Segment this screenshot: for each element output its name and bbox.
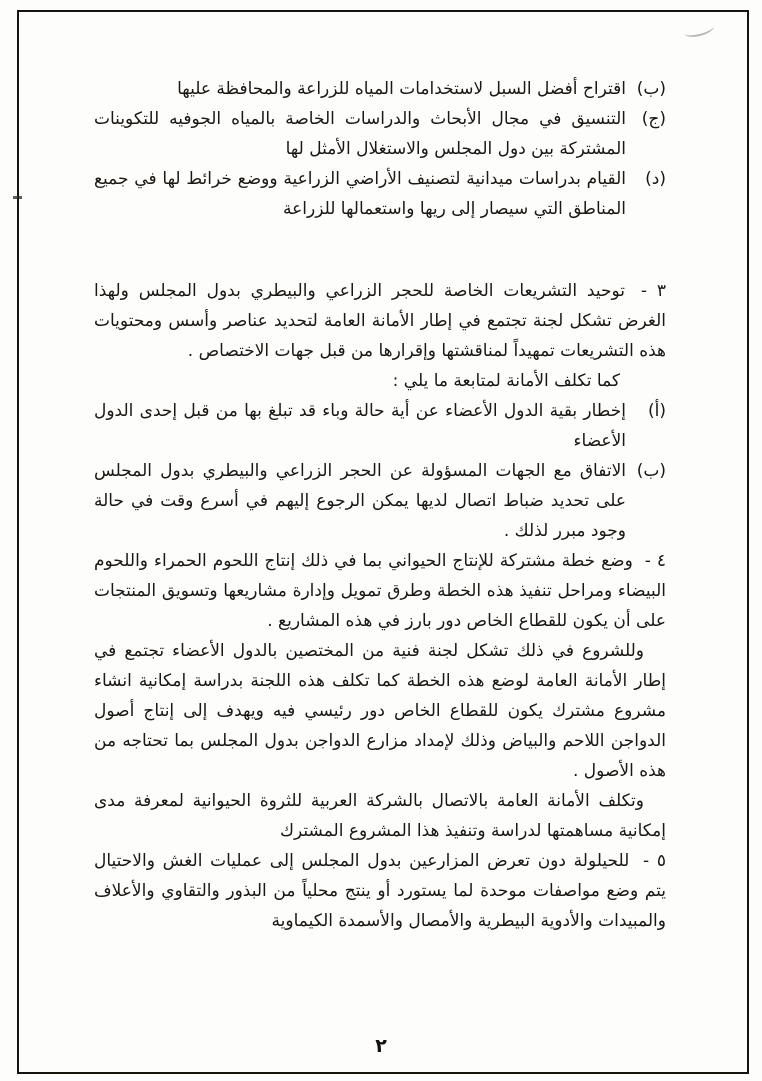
item-text: القيام بدراسات ميدانية لتصنيف الأراضي الزراعية ووضع خرائط لها في جميع المناطق التي سيصار إلى ريها واستعمالها للزراعة [94,169,626,219]
item-text: الاتفاق مع الجهات المسؤولة عن الحجر الزراعي والبيطري بدول المجلس على تحديد ضباط اتصال لديها يمكن الرجوع إليهم في أسرع وقت في حالة وجود مبرر لذلك . [94,461,626,541]
document-body [94,74,666,936]
item-text: للحيلولة دون تعرض المزارعين بدول المجلس إلى عمليات الغش والاحتيال يتم وضع مواصفات موحدة لما يستورد أو ينتج محلياً من البذور والتقاوي والأعلاف والمبيدات والأدوية البيطرية والأمصال والأسمدة الكيماوية [94,851,666,931]
item-number: ٤ - [644,551,666,571]
numbered-item-3 [94,276,666,546]
numbered-item-4 [94,546,666,846]
item-text: وضع خطة مشتركة للإنتاج الحيواني بما في ذلك إنتاج اللحوم الحمراء واللحوم البيضاء ومراحل تنفيذ هذه الخطة وطرق تمويل وإدارة مشاريعها وتسويق المنتجات على أن يكون للقطاع الخاص دور بارز في هذه المشاريع . [94,551,666,631]
item-paragraph [94,546,666,636]
follow-paragraph: وتكلف الأمانة العامة بالاتصال بالشركة العربية للثروة الحيوانية لمعرفة مدى إمكانية مساهمتها لدراسة وتنفيذ هذا المشروع المشترك [94,791,666,841]
sub-item-jeem [94,104,666,164]
item-number: ٣ - [640,281,666,301]
item-number: ٥ - [643,851,666,871]
item-marker: (أ) [648,401,666,421]
item-marker: (ب) [636,79,666,99]
item-paragraph [94,846,666,936]
item-text: التنسيق في مجال الأبحاث والدراسات الخاصة بالمياه الجوفيه للتكوينات المشتركة بين دول المجلس والاستغلال الأمثل لها [94,109,626,159]
scan-artifact-pencil-mark [683,21,715,40]
follow-paragraph: وللشروع في ذلك تشكل لجنة فنية من المختصين بالدول الأعضاء تجتمع في إطار الأمانة العامة لوضع هذه الخطة كما تكلف هذه اللجنة بدراسة إمكانية انشاء مشروع مشترك يكون للقطاع الخاص دور رئيسي فيه ويهدف إلى إنتاج أصول الدواجن اللاحم والبياض وذلك لإمداد مزارع الدواجن بدول المجلس بما تحتاجه من هذه الأصول . [94,641,666,781]
scan-artifact-edge-mark [13,196,22,199]
item-text: توحيد التشريعات الخاصة للحجر الزراعي والبيطري بدول المجلس ولهذا الغرض تشكل لجنة تجتمع في إطار الأمانة العامة لتحديد عناصر وأسس ومحتويات هذه التشريعات تمهيداً لمناقشتها وإقرارها من قبل جهات الاختصاص . [94,281,666,361]
sub-item-ba-2 [94,456,666,546]
page-number: ٢ [375,1035,387,1057]
sub-item-alef [94,396,666,456]
item-text: اقتراح أفضل السبل لاستخدامات المياه للزراعة والمحافظة عليها [177,79,626,99]
lead-in-line: كما تكلف الأمانة لمتابعة ما يلي : [392,371,620,391]
intro-sub-item-list [94,74,666,224]
item-paragraph [94,276,666,366]
item-text: إخطار بقية الدول الأعضاء عن أية حالة وباء قد تبلغ بها من قبل إحدى الدول الأعضاء [94,401,626,451]
numbered-item-5 [94,846,666,936]
sub-item-ba [94,74,666,104]
item-marker: (د) [645,169,666,189]
item-marker: (ب) [636,461,666,481]
sub-item-dal [94,164,666,224]
item-marker: (ج) [641,109,666,129]
